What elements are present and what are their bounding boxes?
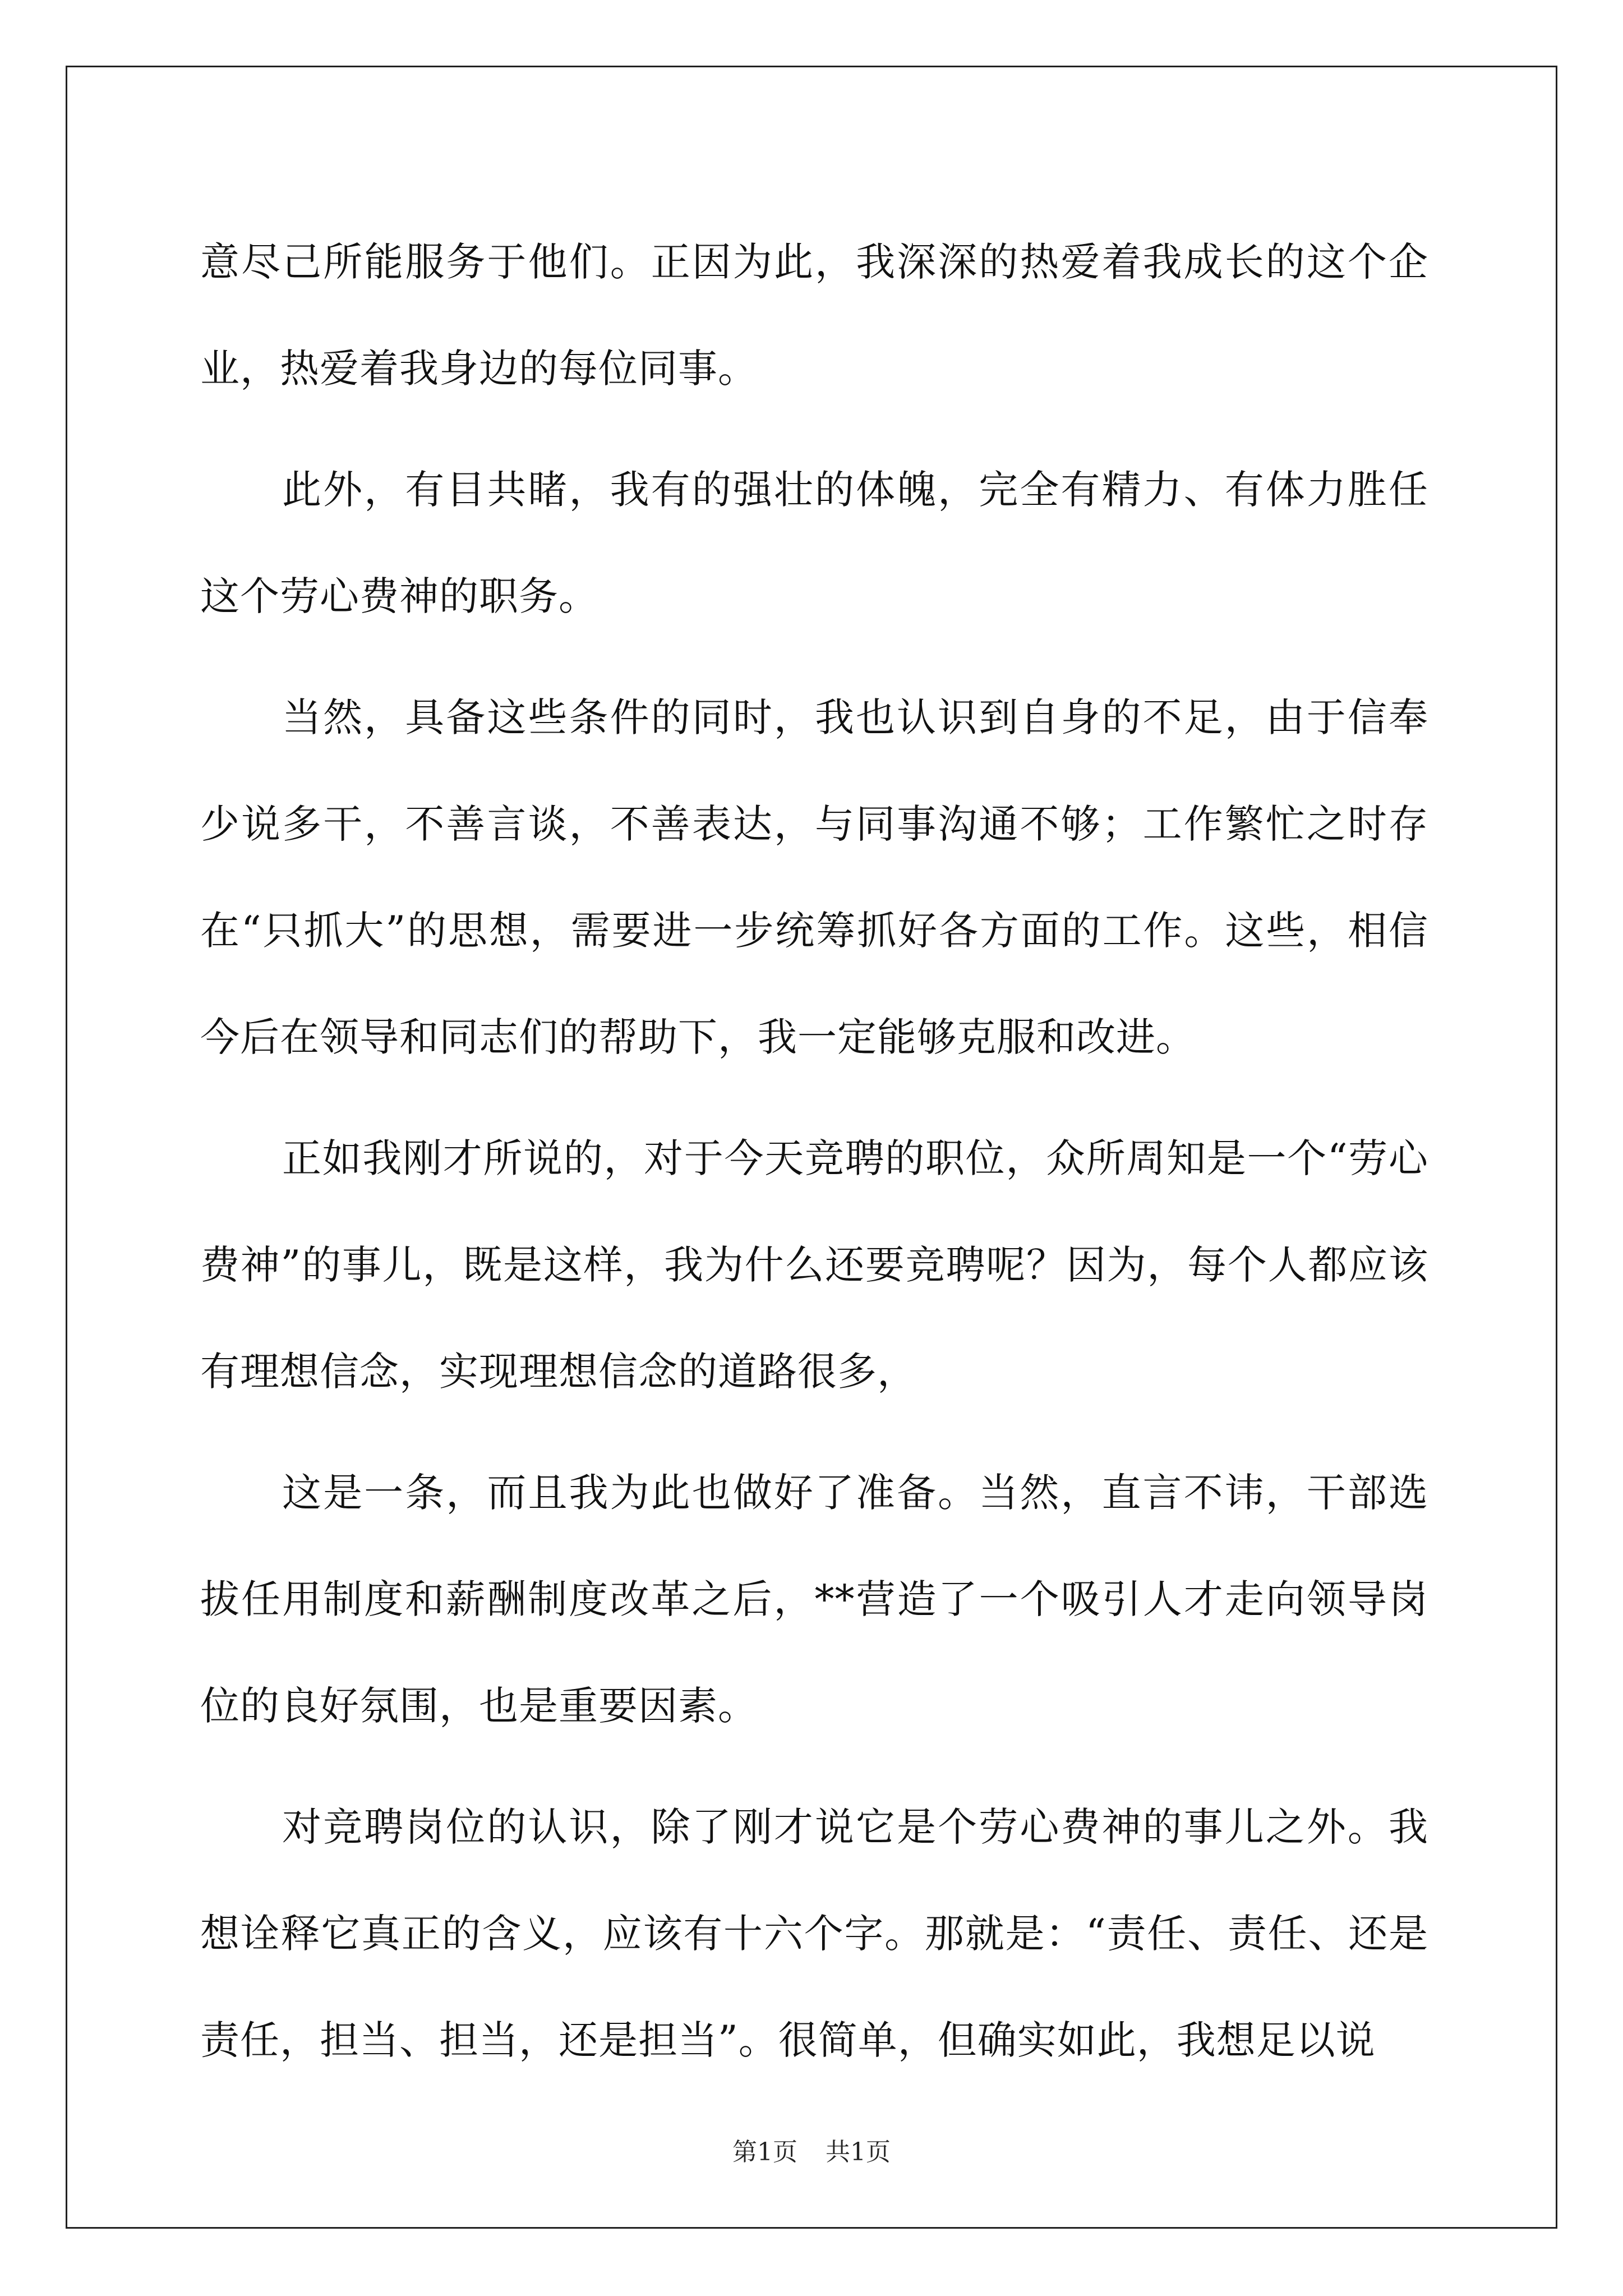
paragraph-3: 当然，具备这些条件的同时，我也认识到自身的不足，由于信奉少说多干，不善言谈，不善表达，与同事沟通不够；工作繁忙之时存在“只抓大”的思想，需要进一步统筹抓好各方面的工作。这些，相信今后在领导和同志们的帮助下，我一定能够克服和改进。: [200, 694, 1428, 1060]
paragraph-1: 意尽己所能服务于他们。正因为此，我深深的热爱着我成长的这个企业，热爱着我身边的每位同事。: [200, 239, 1428, 392]
paragraph-2: 此外，有目共睹，我有的强壮的体魄，完全有精力、有体力胜任这个劳心费神的职务。: [200, 467, 1428, 619]
paragraph-4: 正如我刚才所说的，对于今天竞聘的职位，众所周知是一个“劳心费神”的事儿，既是这样，我为什么还要竞聘呢？因为，每个人都应该有理想信念，实现理想信念的道路很多，: [200, 1135, 1428, 1395]
paragraph-6: 对竞聘岗位的认识，除了刚才说它是个劳心费神的事儿之外。我想诠释它真正的含义，应该有十六个字。那就是：“责任、责任、还是责任，担当、担当，还是担当”。很简单，但确实如此，我想足以说: [200, 1804, 1428, 2063]
page-number: 第1页: [732, 2138, 797, 2166]
page-footer: [0, 2132, 1623, 2168]
paragraph-5: 这是一条，而且我为此也做好了准备。当然，直言不讳，干部选拔任用制度和薪酬制度改革之后，**营造了一个吸引人才走向领导岗位的良好氛围，也是重要因素。: [200, 1470, 1428, 1729]
page-total: 共1页: [826, 2138, 891, 2166]
document-body: [200, 209, 1428, 2108]
